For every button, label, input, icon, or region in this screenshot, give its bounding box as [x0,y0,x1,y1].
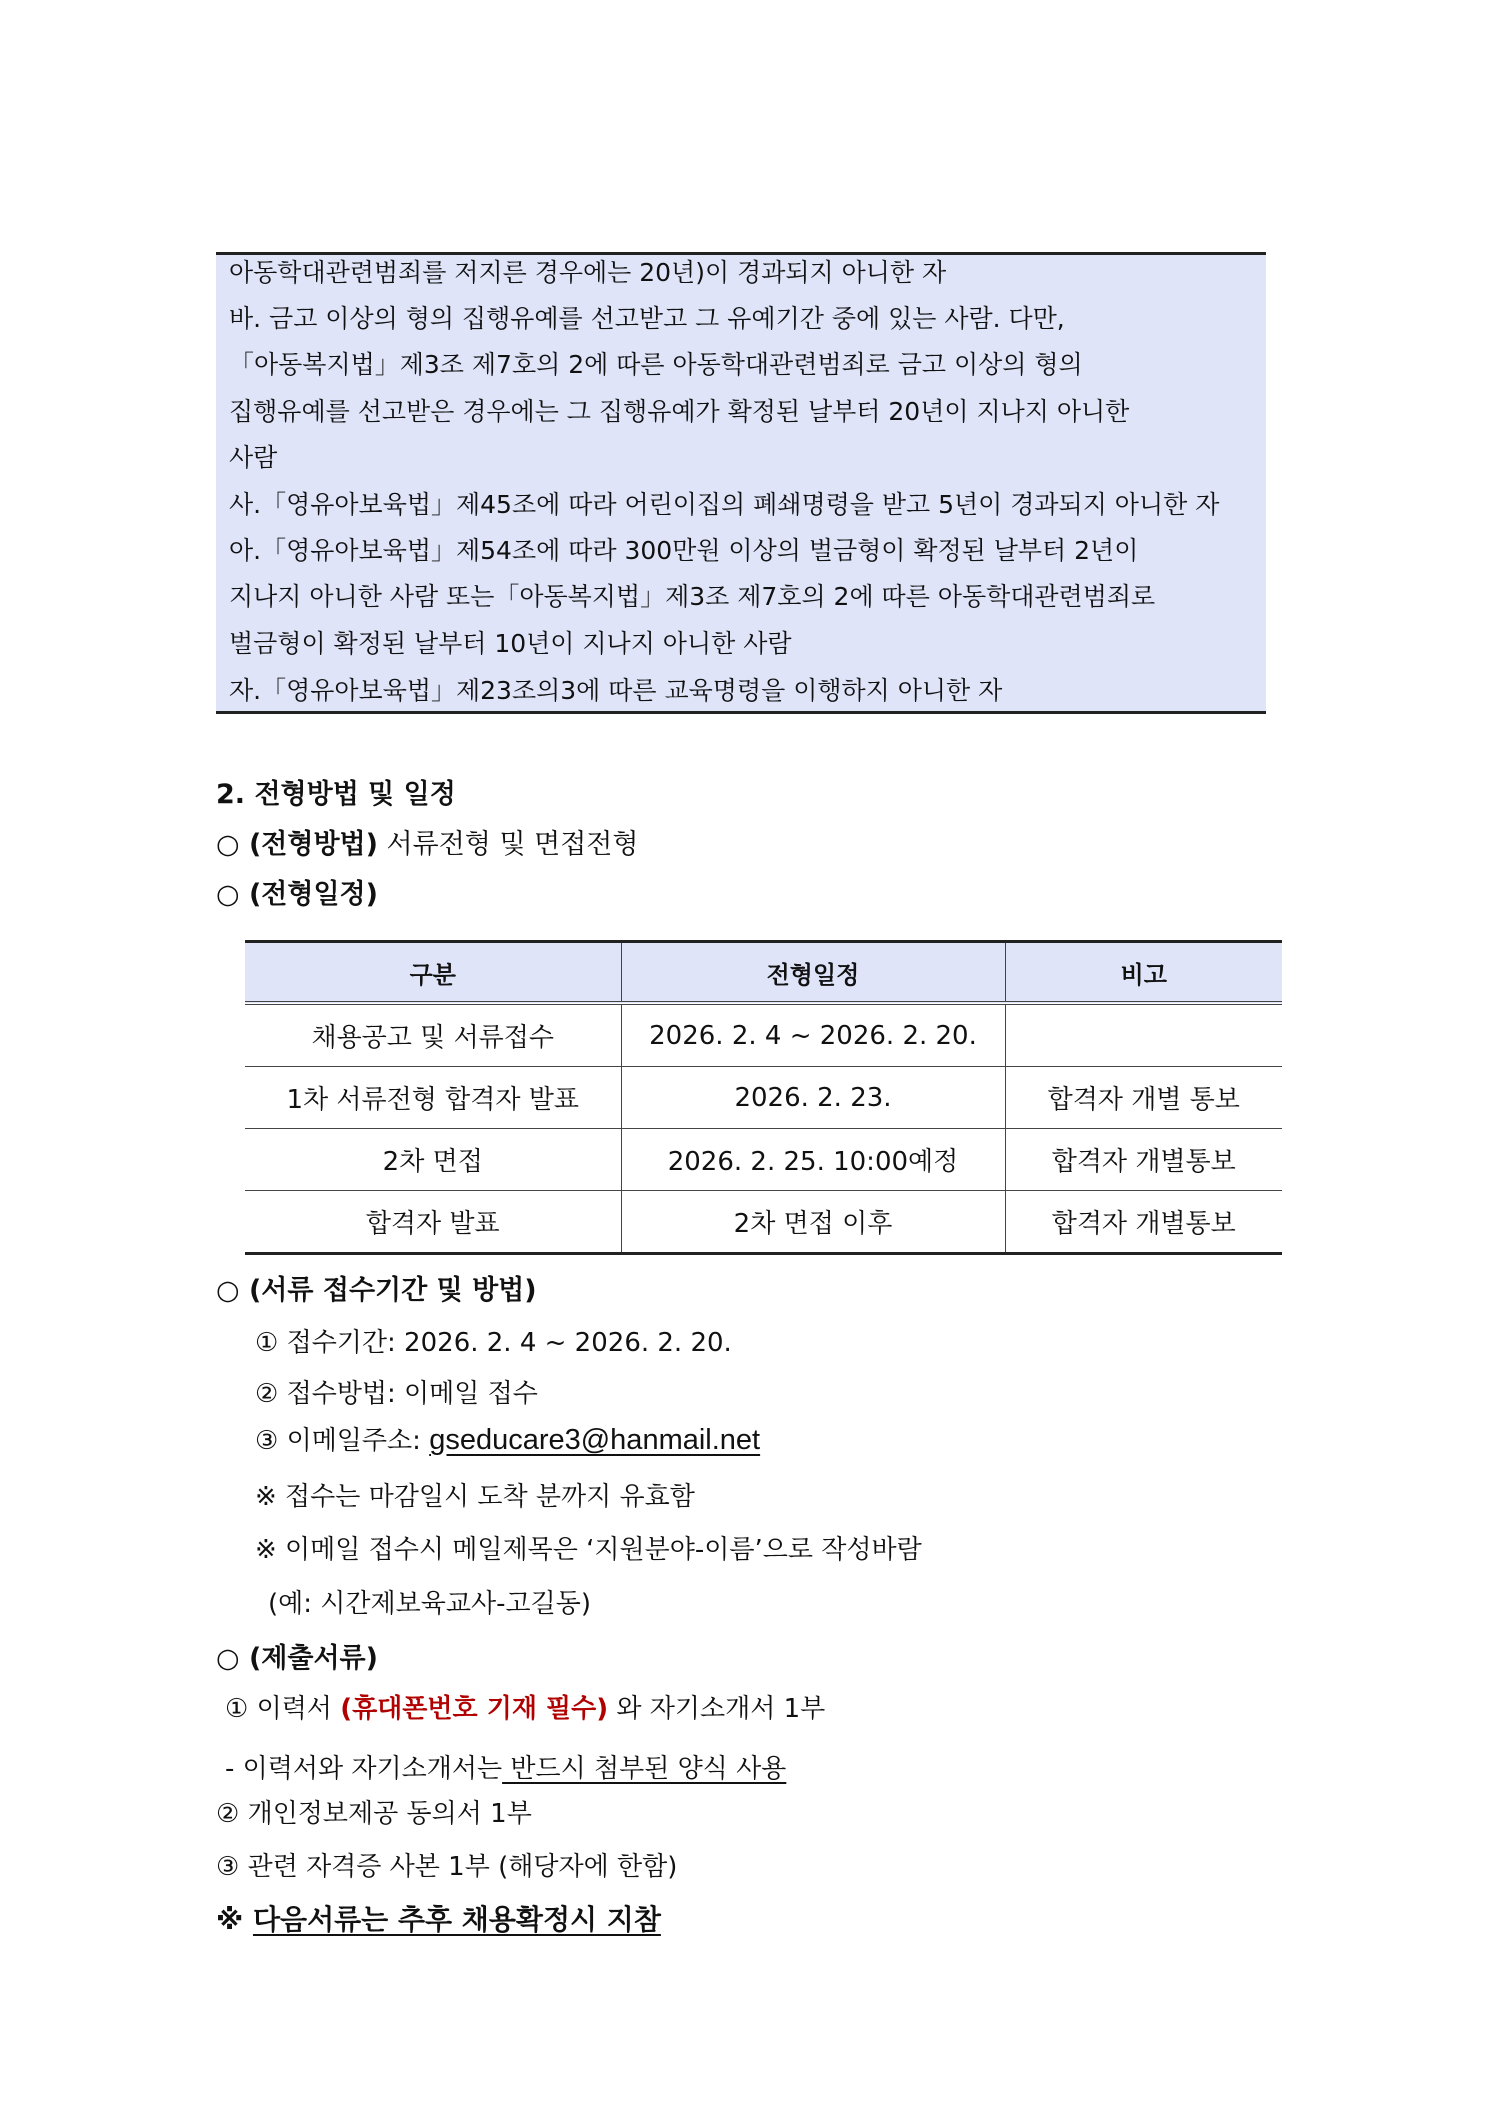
table-cell: 합격자 개별통보 [1005,1191,1282,1254]
table-cell: 2차 면접 이후 [621,1191,1005,1254]
header-schedule: 전형일정 [621,942,1005,1004]
document-item-2: ② 개인정보제공 동의서 1부 [216,1799,532,1829]
table-row [245,1191,1282,1254]
email-line [255,1420,760,1457]
header-category: 구분 [245,942,621,1004]
box-line: 자.「영유아보육법」제23조의3에 따른 교육명령을 이행하지 아니한 자 [229,676,1003,705]
submission-label: ○ (서류 접수기간 및 방법) [216,1275,537,1306]
schedule-table [245,940,1282,1255]
later-documents-note: ※ 다음서류는 추후 채용확정시 지참 [216,1903,661,1936]
box-line: 사.「영유아보육법」제45조에 따라 어린이집의 폐쇄명령을 받고 5년이 경과되지 아니한 자 [229,490,1220,519]
form-required-note: 반드시 첨부된 양식 사용 [502,1754,787,1784]
box-line: 바. 금고 이상의 형의 집행유예를 선고받고 그 유예기간 중에 있는 사람. 다만, [229,304,1065,333]
email-label: ③ 이메일주소: [255,1426,430,1456]
submission-period: ① 접수기간: 2026. 2. 4 ~ 2026. 2. 20. [255,1328,732,1358]
box-line: 사람 [229,443,278,472]
submission-example: (예: 시간제보육교사-고길동) [268,1589,591,1619]
table-cell: 합격자 발표 [245,1191,621,1254]
submission-method: ② 접수방법: 이메일 접수 [255,1379,538,1409]
table-cell [1005,1003,1282,1067]
table-cell: 2026. 2. 23. [621,1067,1005,1129]
required-phone-note: (휴대폰번호 기재 필수) [340,1694,609,1724]
table-cell: 합격자 개별 통보 [1005,1067,1282,1129]
table-row [245,1129,1282,1191]
submission-note: ※ 이메일 접수시 메일제목은 ‘지원분야-이름’으로 작성바람 [255,1535,922,1565]
document-item-1: ① 이력서 (휴대폰번호 기재 필수) 와 자기소개서 1부 [225,1694,826,1724]
document-item-1-note: - 이력서와 자기소개서는 반드시 첨부된 양식 사용 [225,1754,787,1784]
box-line: 집행유예를 선고받은 경우에는 그 집행유예가 확정된 날부터 20년이 지나지 아니한 [229,397,1130,426]
box-line: 벌금형이 확정된 날부터 10년이 지나지 아니한 사람 [229,629,792,658]
section-heading: 2. 전형방법 및 일정 [216,779,456,810]
table-header-row [245,942,1282,1004]
box-line: 아동학대관련범죄를 저지른 경우에는 20년)이 경과되지 아니한 자 [229,258,947,287]
documents-label: ○ (제출서류) [216,1643,378,1674]
table-cell: 1차 서류전형 합격자 발표 [245,1067,621,1129]
submission-note: ※ 접수는 마감일시 도착 분까지 유효함 [255,1482,695,1512]
table-row [245,1067,1282,1129]
box-line: 아.「영유아보육법」제54조에 따라 300만원 이상의 벌금형이 확정된 날부터 2년이 [229,536,1139,565]
document-item-3: ③ 관련 자격증 사본 1부 (해당자에 한함) [216,1852,678,1882]
schedule-label: ○ (전형일정) [216,879,378,910]
box-line: 「아동복지법」제3조 제7호의 2에 따른 아동학대관련범죄로 금고 이상의 형의 [229,350,1083,379]
method-label: ○ (전형방법) [216,829,378,860]
method-line [216,822,638,861]
table-cell: 채용공고 및 서류접수 [245,1003,621,1067]
table-cell: 2026. 2. 4 ~ 2026. 2. 20. [621,1003,1005,1067]
table-cell: 합격자 개별통보 [1005,1129,1282,1191]
header-remarks: 비고 [1005,942,1282,1004]
table-cell: 2차 면접 [245,1129,621,1191]
email-link[interactable]: gseducare3@hanmail.net [429,1424,761,1456]
table-cell: 2026. 2. 25. 10:00예정 [621,1129,1005,1191]
table-row [245,1003,1282,1067]
method-value: 서류전형 및 면접전형 [377,829,639,860]
box-line: 지나지 아니한 사람 또는「아동복지법」제3조 제7호의 2에 따른 아동학대관련범죄로 [229,582,1156,611]
